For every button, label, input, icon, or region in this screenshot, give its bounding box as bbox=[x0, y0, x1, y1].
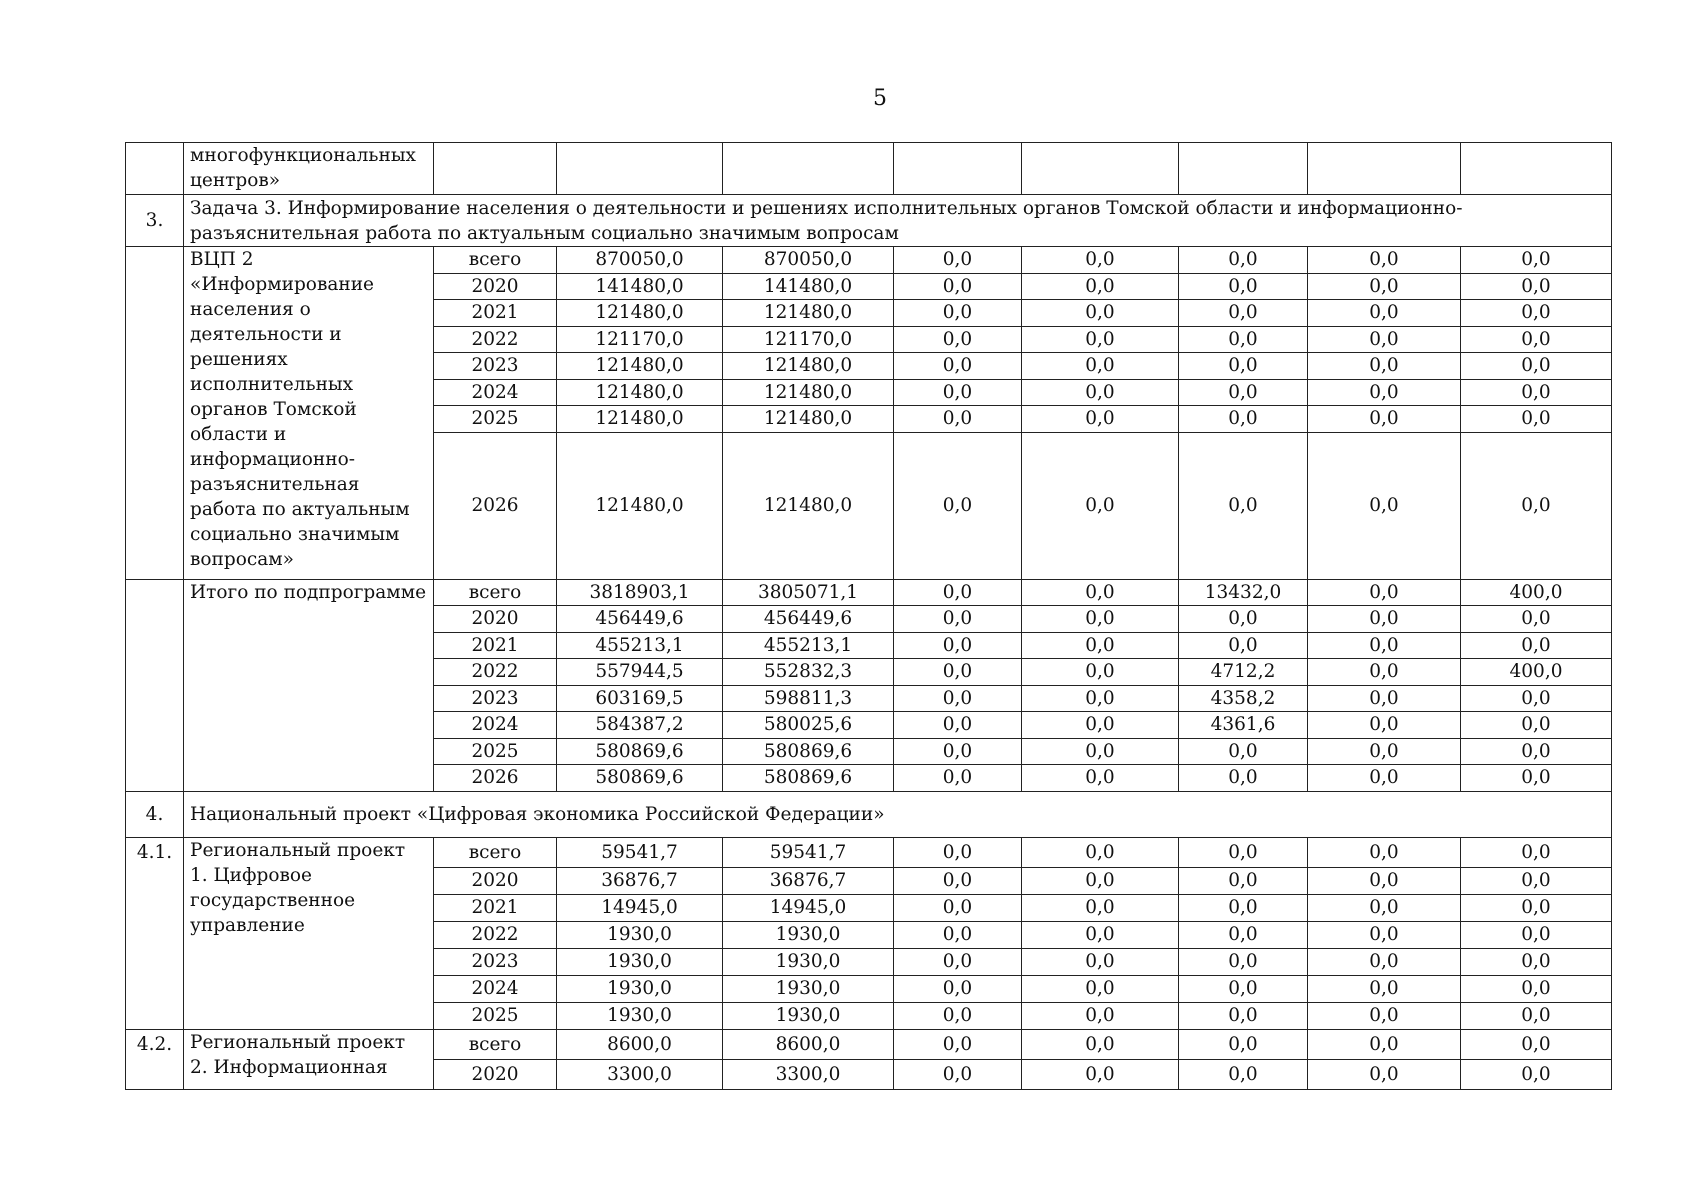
value-cell: 121170,0 bbox=[557, 326, 723, 353]
value-cell: 0,0 bbox=[894, 948, 1022, 975]
value-cell: 0,0 bbox=[1022, 353, 1179, 380]
value-cell: 0,0 bbox=[1308, 300, 1461, 327]
value-cell: 0,0 bbox=[1308, 353, 1461, 380]
value-cell: 455213,1 bbox=[723, 632, 894, 659]
year-cell: 2024 bbox=[434, 975, 557, 1002]
row-name: ВЦП 2 «Информирование населения о деятельности и решениях исполнительных органов Томской области и информационно-разъяснительная работа по актуальным социально значимым вопросам» bbox=[184, 247, 434, 580]
value-cell: 0,0 bbox=[1461, 606, 1612, 633]
value-cell: 0,0 bbox=[1308, 712, 1461, 739]
table-row bbox=[126, 837, 1612, 867]
table-row bbox=[126, 579, 1612, 606]
value-cell: 36876,7 bbox=[723, 867, 894, 894]
value-cell: 0,0 bbox=[1308, 326, 1461, 353]
value-cell: 0,0 bbox=[1179, 353, 1308, 380]
table-row bbox=[126, 1029, 1612, 1059]
value-cell: 0,0 bbox=[1461, 1059, 1612, 1089]
year-cell: всего bbox=[434, 837, 557, 867]
year-cell: 2021 bbox=[434, 632, 557, 659]
value-cell: 1930,0 bbox=[723, 975, 894, 1002]
value-cell: 0,0 bbox=[894, 379, 1022, 406]
value-cell: 0,0 bbox=[894, 326, 1022, 353]
value-cell: 0,0 bbox=[1461, 921, 1612, 948]
value-cell: 0,0 bbox=[1022, 738, 1179, 765]
value-cell: 1930,0 bbox=[723, 1002, 894, 1029]
value-cell: 0,0 bbox=[1022, 632, 1179, 659]
value-cell: 0,0 bbox=[1022, 606, 1179, 633]
value-cell: 456449,6 bbox=[557, 606, 723, 633]
value-cell: 0,0 bbox=[1308, 975, 1461, 1002]
value-cell: 0,0 bbox=[1179, 632, 1308, 659]
value-cell: 0,0 bbox=[1461, 685, 1612, 712]
value-cell: 0,0 bbox=[1461, 273, 1612, 300]
value-cell: 0,0 bbox=[1461, 632, 1612, 659]
value-cell: 8600,0 bbox=[723, 1029, 894, 1059]
value-cell: 3805071,1 bbox=[723, 579, 894, 606]
value-cell: 121480,0 bbox=[557, 432, 723, 579]
year-cell: 2020 bbox=[434, 273, 557, 300]
value-cell: 0,0 bbox=[1461, 353, 1612, 380]
value-cell: 400,0 bbox=[1461, 579, 1612, 606]
row-number bbox=[126, 579, 184, 791]
value-cell: 580869,6 bbox=[557, 765, 723, 792]
value-cell: 0,0 bbox=[894, 300, 1022, 327]
value-cell: 0,0 bbox=[1179, 273, 1308, 300]
value-cell: 557944,5 bbox=[557, 659, 723, 686]
value-cell: 455213,1 bbox=[557, 632, 723, 659]
value-cell: 4712,2 bbox=[1179, 659, 1308, 686]
year-cell: всего bbox=[434, 1029, 557, 1059]
value-cell: 14945,0 bbox=[557, 894, 723, 921]
value-cell: 456449,6 bbox=[723, 606, 894, 633]
value-cell: 0,0 bbox=[1179, 921, 1308, 948]
value-cell: 0,0 bbox=[1022, 1059, 1179, 1089]
value-cell: 0,0 bbox=[1308, 606, 1461, 633]
year-cell: 2024 bbox=[434, 712, 557, 739]
value-cell: 0,0 bbox=[1461, 975, 1612, 1002]
value-cell: 0,0 bbox=[894, 921, 1022, 948]
value-cell: 0,0 bbox=[1179, 894, 1308, 921]
value-cell: 0,0 bbox=[1179, 606, 1308, 633]
value-cell: 3300,0 bbox=[557, 1059, 723, 1089]
value-cell: 870050,0 bbox=[723, 247, 894, 274]
year-cell: 2025 bbox=[434, 1002, 557, 1029]
value-cell bbox=[1461, 143, 1612, 195]
year-cell: всего bbox=[434, 247, 557, 274]
value-cell: 13432,0 bbox=[1179, 579, 1308, 606]
value-cell: 0,0 bbox=[894, 867, 1022, 894]
value-cell: 0,0 bbox=[1179, 738, 1308, 765]
section-row bbox=[126, 791, 1612, 837]
value-cell: 0,0 bbox=[894, 1002, 1022, 1029]
value-cell: 0,0 bbox=[1308, 837, 1461, 867]
value-cell: 3818903,1 bbox=[557, 579, 723, 606]
section-title: Национальный проект «Цифровая экономика Российской Федерации» bbox=[184, 791, 1612, 837]
value-cell: 0,0 bbox=[1461, 326, 1612, 353]
value-cell: 0,0 bbox=[1022, 406, 1179, 433]
value-cell: 0,0 bbox=[1308, 921, 1461, 948]
value-cell: 0,0 bbox=[894, 632, 1022, 659]
year-cell: 2022 bbox=[434, 921, 557, 948]
value-cell: 0,0 bbox=[894, 606, 1022, 633]
value-cell: 0,0 bbox=[894, 273, 1022, 300]
value-cell: 0,0 bbox=[1308, 379, 1461, 406]
section-row bbox=[126, 195, 1612, 247]
value-cell: 870050,0 bbox=[557, 247, 723, 274]
value-cell: 121480,0 bbox=[557, 406, 723, 433]
value-cell: 0,0 bbox=[894, 685, 1022, 712]
year-cell: 2020 bbox=[434, 867, 557, 894]
value-cell: 0,0 bbox=[1461, 837, 1612, 867]
value-cell: 121170,0 bbox=[723, 326, 894, 353]
table-row bbox=[126, 143, 1612, 195]
value-cell: 0,0 bbox=[1179, 1059, 1308, 1089]
value-cell: 0,0 bbox=[1308, 894, 1461, 921]
value-cell: 1930,0 bbox=[557, 921, 723, 948]
row-number: 4. bbox=[126, 791, 184, 837]
value-cell: 0,0 bbox=[1179, 975, 1308, 1002]
value-cell: 580869,6 bbox=[557, 738, 723, 765]
value-cell: 0,0 bbox=[894, 1029, 1022, 1059]
year-cell: 2025 bbox=[434, 738, 557, 765]
value-cell: 4358,2 bbox=[1179, 685, 1308, 712]
row-number bbox=[126, 143, 184, 195]
value-cell: 121480,0 bbox=[557, 300, 723, 327]
value-cell: 0,0 bbox=[1308, 1002, 1461, 1029]
value-cell: 0,0 bbox=[1461, 738, 1612, 765]
value-cell: 0,0 bbox=[894, 659, 1022, 686]
value-cell: 0,0 bbox=[1461, 300, 1612, 327]
value-cell: 0,0 bbox=[1461, 712, 1612, 739]
value-cell: 0,0 bbox=[1461, 867, 1612, 894]
table-row bbox=[126, 247, 1612, 274]
value-cell: 0,0 bbox=[1461, 1029, 1612, 1059]
value-cell: 0,0 bbox=[1022, 712, 1179, 739]
value-cell: 0,0 bbox=[1022, 1029, 1179, 1059]
year-cell bbox=[434, 143, 557, 195]
value-cell: 0,0 bbox=[1179, 1029, 1308, 1059]
value-cell: 0,0 bbox=[1308, 432, 1461, 579]
section-title: Задача 3. Информирование населения о деятельности и решениях исполнительных органов Томской области и информационно-разъяснительная работа по актуальным социально значимым вопросам bbox=[184, 195, 1612, 247]
value-cell: 0,0 bbox=[894, 406, 1022, 433]
value-cell: 0,0 bbox=[1179, 1002, 1308, 1029]
value-cell: 0,0 bbox=[1022, 921, 1179, 948]
value-cell: 0,0 bbox=[1461, 894, 1612, 921]
value-cell: 0,0 bbox=[1022, 432, 1179, 579]
value-cell: 0,0 bbox=[1179, 300, 1308, 327]
value-cell: 0,0 bbox=[894, 765, 1022, 792]
row-number: 4.1. bbox=[126, 837, 184, 1029]
value-cell: 0,0 bbox=[894, 353, 1022, 380]
value-cell: 0,0 bbox=[894, 837, 1022, 867]
year-cell: 2020 bbox=[434, 606, 557, 633]
value-cell: 0,0 bbox=[1461, 948, 1612, 975]
value-cell: 1930,0 bbox=[557, 1002, 723, 1029]
value-cell: 0,0 bbox=[1022, 948, 1179, 975]
year-cell: 2025 bbox=[434, 406, 557, 433]
value-cell: 1930,0 bbox=[557, 975, 723, 1002]
value-cell: 0,0 bbox=[1179, 379, 1308, 406]
value-cell bbox=[1308, 143, 1461, 195]
value-cell: 0,0 bbox=[1461, 247, 1612, 274]
value-cell: 603169,5 bbox=[557, 685, 723, 712]
value-cell: 0,0 bbox=[894, 975, 1022, 1002]
value-cell: 0,0 bbox=[1022, 685, 1179, 712]
value-cell: 59541,7 bbox=[723, 837, 894, 867]
value-cell: 0,0 bbox=[1179, 765, 1308, 792]
value-cell: 0,0 bbox=[1308, 247, 1461, 274]
value-cell: 0,0 bbox=[1022, 659, 1179, 686]
value-cell: 0,0 bbox=[1308, 659, 1461, 686]
value-cell: 121480,0 bbox=[557, 379, 723, 406]
value-cell: 598811,3 bbox=[723, 685, 894, 712]
value-cell: 400,0 bbox=[1461, 659, 1612, 686]
value-cell: 0,0 bbox=[1022, 247, 1179, 274]
value-cell: 1930,0 bbox=[723, 921, 894, 948]
value-cell: 36876,7 bbox=[557, 867, 723, 894]
value-cell: 121480,0 bbox=[723, 300, 894, 327]
value-cell: 8600,0 bbox=[557, 1029, 723, 1059]
value-cell: 121480,0 bbox=[723, 406, 894, 433]
value-cell: 0,0 bbox=[1179, 406, 1308, 433]
value-cell: 0,0 bbox=[1308, 406, 1461, 433]
value-cell: 0,0 bbox=[1461, 1002, 1612, 1029]
value-cell bbox=[894, 143, 1022, 195]
value-cell: 0,0 bbox=[1022, 837, 1179, 867]
row-number bbox=[126, 247, 184, 580]
value-cell: 3300,0 bbox=[723, 1059, 894, 1089]
value-cell: 0,0 bbox=[894, 247, 1022, 274]
value-cell: 0,0 bbox=[1308, 685, 1461, 712]
year-cell: 2024 bbox=[434, 379, 557, 406]
value-cell: 0,0 bbox=[1022, 379, 1179, 406]
year-cell: 2020 bbox=[434, 1059, 557, 1089]
year-cell: 2026 bbox=[434, 432, 557, 579]
value-cell: 0,0 bbox=[1308, 948, 1461, 975]
value-cell: 0,0 bbox=[1022, 975, 1179, 1002]
value-cell: 121480,0 bbox=[723, 353, 894, 380]
year-cell: 2023 bbox=[434, 685, 557, 712]
value-cell: 0,0 bbox=[1461, 379, 1612, 406]
year-cell: 2022 bbox=[434, 326, 557, 353]
value-cell: 0,0 bbox=[894, 712, 1022, 739]
value-cell: 0,0 bbox=[894, 579, 1022, 606]
value-cell: 0,0 bbox=[1022, 579, 1179, 606]
row-name: Региональный проект 2. Информационная bbox=[184, 1029, 434, 1089]
value-cell: 0,0 bbox=[1179, 867, 1308, 894]
value-cell: 0,0 bbox=[894, 1059, 1022, 1089]
value-cell: 0,0 bbox=[1022, 765, 1179, 792]
value-cell: 14945,0 bbox=[723, 894, 894, 921]
year-cell: 2022 bbox=[434, 659, 557, 686]
value-cell: 121480,0 bbox=[723, 379, 894, 406]
value-cell: 0,0 bbox=[1022, 867, 1179, 894]
value-cell: 0,0 bbox=[1308, 1029, 1461, 1059]
value-cell: 580025,6 bbox=[723, 712, 894, 739]
year-cell: 2021 bbox=[434, 894, 557, 921]
value-cell: 580869,6 bbox=[723, 738, 894, 765]
year-cell: 2026 bbox=[434, 765, 557, 792]
value-cell: 0,0 bbox=[1022, 1002, 1179, 1029]
value-cell: 59541,7 bbox=[557, 837, 723, 867]
value-cell: 141480,0 bbox=[723, 273, 894, 300]
value-cell: 0,0 bbox=[1308, 632, 1461, 659]
value-cell: 584387,2 bbox=[557, 712, 723, 739]
value-cell: 0,0 bbox=[1308, 273, 1461, 300]
year-cell: всего bbox=[434, 579, 557, 606]
value-cell: 0,0 bbox=[1308, 765, 1461, 792]
value-cell: 121480,0 bbox=[557, 353, 723, 380]
value-cell bbox=[557, 143, 723, 195]
row-name: Региональный проект 1. Цифровое государственное управление bbox=[184, 837, 434, 1029]
year-cell: 2023 bbox=[434, 948, 557, 975]
value-cell: 0,0 bbox=[1022, 326, 1179, 353]
value-cell: 0,0 bbox=[1308, 579, 1461, 606]
value-cell bbox=[723, 143, 894, 195]
value-cell: 1930,0 bbox=[723, 948, 894, 975]
value-cell: 552832,3 bbox=[723, 659, 894, 686]
value-cell: 0,0 bbox=[1022, 273, 1179, 300]
year-cell: 2021 bbox=[434, 300, 557, 327]
value-cell: 0,0 bbox=[1308, 1059, 1461, 1089]
value-cell: 0,0 bbox=[1022, 894, 1179, 921]
value-cell: 141480,0 bbox=[557, 273, 723, 300]
value-cell: 0,0 bbox=[1308, 738, 1461, 765]
value-cell: 0,0 bbox=[1308, 867, 1461, 894]
value-cell: 0,0 bbox=[1461, 432, 1612, 579]
value-cell: 0,0 bbox=[894, 738, 1022, 765]
value-cell: 0,0 bbox=[894, 894, 1022, 921]
value-cell: 121480,0 bbox=[723, 432, 894, 579]
value-cell: 0,0 bbox=[1179, 326, 1308, 353]
value-cell: 580869,6 bbox=[723, 765, 894, 792]
value-cell: 0,0 bbox=[1179, 432, 1308, 579]
row-name: многофункциональных центров» bbox=[184, 143, 434, 195]
row-number: 3. bbox=[126, 195, 184, 247]
value-cell: 0,0 bbox=[1461, 406, 1612, 433]
year-cell: 2023 bbox=[434, 353, 557, 380]
value-cell: 0,0 bbox=[894, 432, 1022, 579]
row-name: Итого по подпрограмме bbox=[184, 579, 434, 791]
value-cell: 0,0 bbox=[1022, 300, 1179, 327]
table-body bbox=[126, 143, 1612, 1090]
value-cell: 0,0 bbox=[1179, 247, 1308, 274]
page-number: 5 bbox=[873, 86, 887, 111]
value-cell: 0,0 bbox=[1461, 765, 1612, 792]
value-cell: 0,0 bbox=[1179, 948, 1308, 975]
value-cell: 4361,6 bbox=[1179, 712, 1308, 739]
value-cell bbox=[1022, 143, 1179, 195]
row-number: 4.2. bbox=[126, 1029, 184, 1089]
value-cell bbox=[1179, 143, 1308, 195]
value-cell: 0,0 bbox=[1179, 837, 1308, 867]
value-cell: 1930,0 bbox=[557, 948, 723, 975]
budget-table bbox=[125, 142, 1612, 1090]
